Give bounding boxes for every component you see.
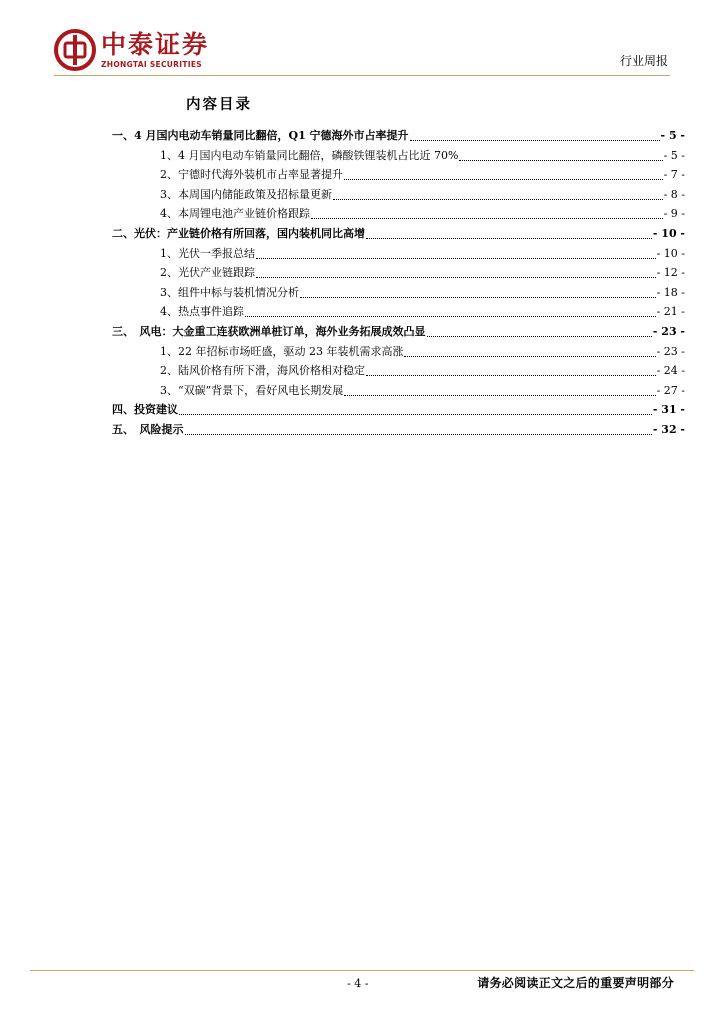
toc-leader-dots — [410, 130, 660, 141]
toc-entry-page: - 10 - — [656, 246, 685, 260]
toc-entry-page: - 5 - — [660, 129, 685, 142]
toc-entry[interactable] — [112, 129, 685, 149]
toc-entry-label: 4、热点事件追踪 — [160, 305, 244, 319]
toc-entry-page: - 9 - — [663, 207, 685, 221]
header-divider — [54, 75, 670, 76]
toc-entry-page: - 18 - — [656, 285, 685, 299]
toc-entry[interactable] — [112, 247, 685, 267]
toc-entry-page: - 24 - — [656, 364, 685, 378]
table-of-contents — [112, 129, 685, 443]
toc-entry-page: - 8 - — [663, 187, 685, 201]
toc-entry-label: 2、陆风价格有所下滑，海风价格相对稳定 — [160, 364, 365, 378]
toc-entry[interactable] — [112, 423, 685, 443]
toc-leader-dots — [245, 306, 656, 317]
toc-entry-label: 二、光伏：产业链价格有所回落，国内装机同比高增 — [112, 226, 365, 240]
toc-entry-label: 1、22 年招标市场旺盛，驱动 23 年装机需求高涨 — [160, 344, 404, 358]
toc-entry-label: 三、 风电：大金重工连获欧洲单桩订单，海外业务拓展成效凸显 — [112, 324, 426, 338]
toc-entry-page: - 21 - — [656, 305, 685, 319]
toc-entry[interactable] — [112, 305, 685, 325]
toc-entry-page: - 32 - — [652, 422, 685, 436]
toc-entry-label: 3、本周国内储能政策及招标量更新 — [160, 187, 332, 201]
brand-name-en: ZHONGTAI SECURITIES — [101, 60, 202, 69]
toc-entry-label: 3、组件中标与装机情况分析 — [160, 285, 299, 299]
toc-entry[interactable] — [112, 384, 685, 404]
toc-leader-dots — [311, 208, 663, 219]
toc-entry-page: - 31 - — [652, 403, 685, 417]
toc-leader-dots — [344, 385, 655, 396]
toc-entry-label: 五、 风险提示 — [112, 422, 184, 436]
toc-entry[interactable] — [112, 266, 685, 286]
toc-entry-page: - 7 - — [663, 168, 685, 182]
toc-entry-label: 3、“双碳”背景下，看好风电长期发展 — [160, 383, 344, 397]
toc-leader-dots — [333, 189, 663, 200]
page-number: - 4 - — [347, 977, 369, 990]
toc-leader-dots — [366, 228, 652, 239]
toc-entry-label: 1、光伏一季报总结 — [160, 246, 255, 260]
toc-entry-page: - 27 - — [656, 383, 685, 397]
toc-leader-dots — [300, 287, 656, 298]
toc-entry[interactable] — [112, 364, 685, 384]
toc-entry[interactable] — [112, 168, 685, 188]
toc-entry[interactable] — [112, 325, 685, 345]
disclaimer-note: 请务必阅读正文之后的重要声明部分 — [477, 976, 674, 990]
brand-name-cn: 中泰证券 — [101, 30, 210, 59]
toc-entry[interactable] — [112, 345, 685, 365]
zhongtai-logo-icon — [54, 29, 96, 71]
report-type-label: 行业周报 — [619, 54, 668, 68]
toc-entry[interactable] — [112, 188, 685, 208]
toc-leader-dots — [459, 150, 662, 161]
toc-leader-dots — [427, 326, 652, 337]
toc-leader-dots — [344, 169, 663, 180]
toc-entry[interactable] — [112, 227, 685, 247]
page-header — [0, 0, 724, 80]
toc-entry-label: 1、4 月国内电动车销量同比翻倍，磷酸铁锂装机占比近 70% — [160, 148, 459, 162]
toc-leader-dots — [404, 346, 655, 357]
toc-entry-label: 四、投资建议 — [112, 403, 178, 417]
toc-entry-page: - 23 - — [656, 344, 685, 358]
toc-entry-label: 2、宁德时代海外装机市占率显著提升 — [160, 168, 343, 182]
toc-entry[interactable] — [112, 149, 685, 169]
toc-entry-page: - 10 - — [652, 226, 685, 240]
toc-leader-dots — [185, 424, 652, 435]
toc-entry-label: 一、4 月国内电动车销量同比翻倍，Q1 宁德海外市占率提升 — [112, 129, 409, 142]
toc-entry-label: 4、本周锂电池产业链价格跟踪 — [160, 207, 310, 221]
toc-entry[interactable] — [112, 207, 685, 227]
toc-leader-dots — [256, 248, 656, 259]
footer-divider — [30, 970, 694, 971]
toc-entry-page: - 5 - — [663, 148, 685, 162]
toc-entry[interactable] — [112, 403, 685, 423]
toc-entry[interactable] — [112, 286, 685, 306]
toc-entry-page: - 23 - — [652, 324, 685, 338]
toc-entry-label: 2、光伏产业链跟踪 — [160, 266, 255, 280]
toc-leader-dots — [256, 267, 656, 278]
toc-leader-dots — [366, 365, 656, 376]
toc-leader-dots — [179, 404, 652, 415]
toc-title: 内容目录 — [186, 96, 252, 113]
toc-entry-page: - 12 - — [656, 266, 685, 280]
